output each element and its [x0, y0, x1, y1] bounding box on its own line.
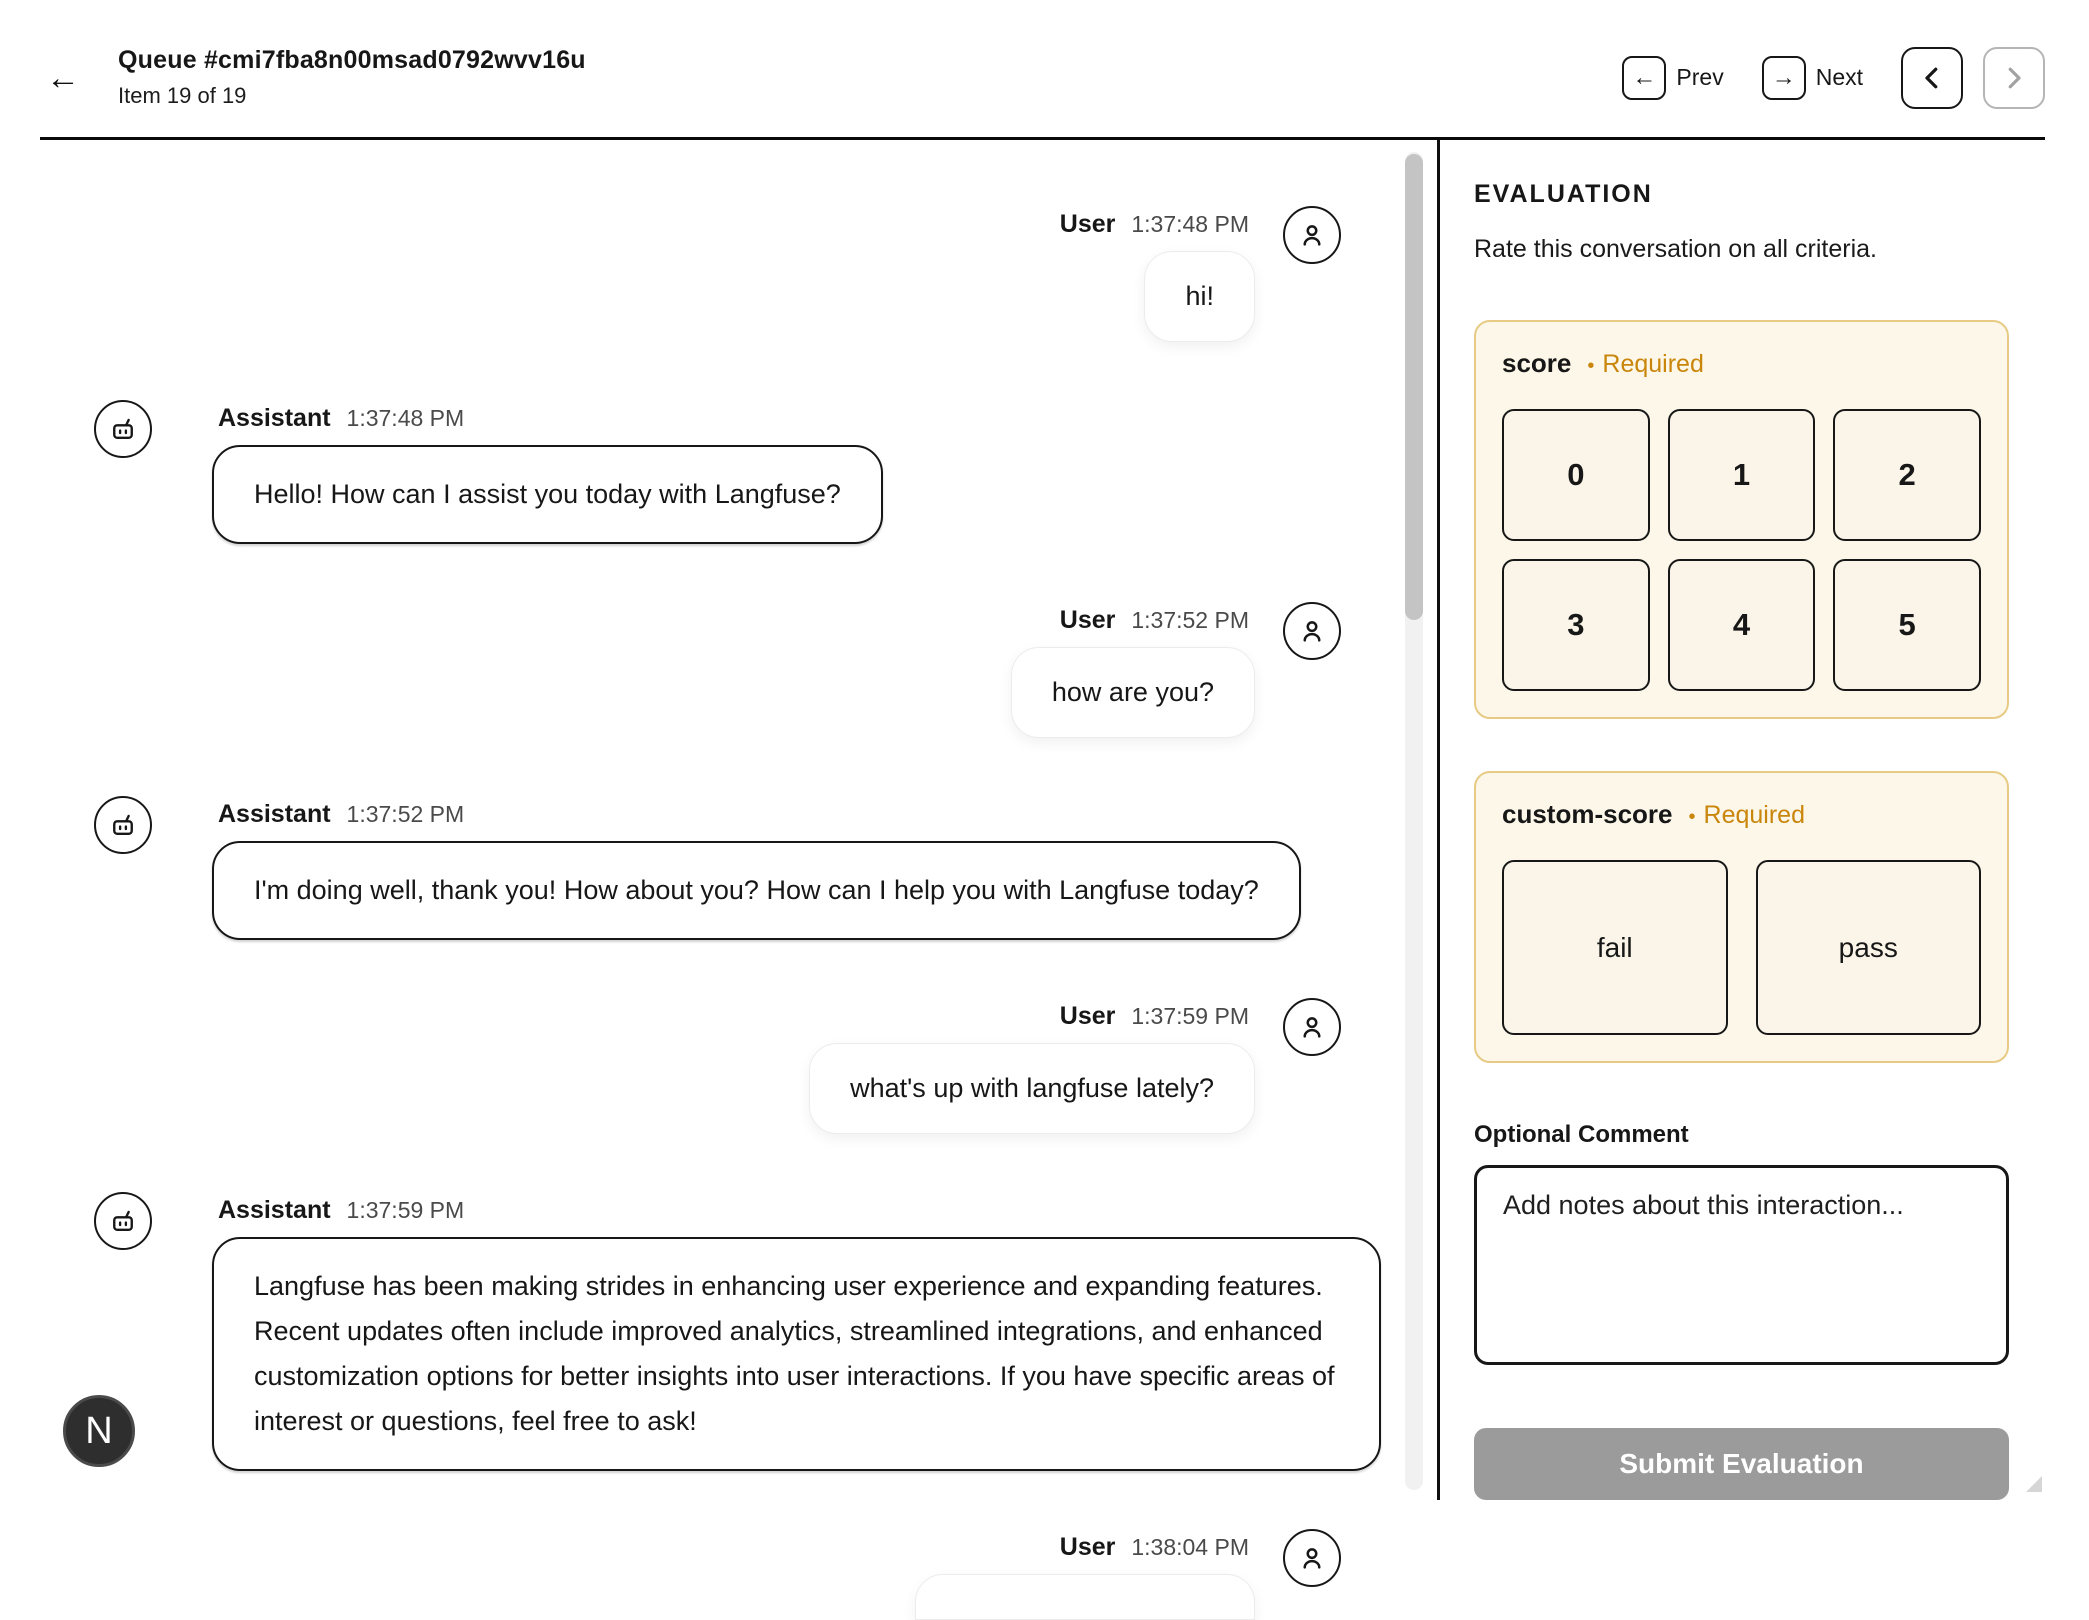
title-block	[118, 46, 586, 109]
required-bullet: •	[1688, 806, 1696, 828]
robot-icon	[108, 1206, 138, 1236]
evaluation-panel	[1437, 140, 2045, 1500]
score-option-1[interactable]: 1	[1668, 409, 1816, 541]
evaluation-heading: EVALUATION	[1474, 180, 1653, 208]
next-button[interactable]	[1762, 56, 1806, 100]
user-avatar	[1283, 998, 1341, 1056]
message-role: User	[1059, 1002, 1116, 1030]
chat-message-assistant	[40, 1196, 1437, 1471]
criterion-card-custom-score	[1474, 771, 2009, 1063]
right-arrow-icon: →	[1771, 63, 1796, 91]
message-role: User	[1059, 1533, 1116, 1561]
score-option-2[interactable]: 2	[1833, 409, 1981, 541]
item-progress: Item 19 of 19	[118, 83, 247, 108]
chat-message-user	[40, 210, 1437, 342]
person-icon	[1297, 1543, 1327, 1573]
message-role: Assistant	[218, 404, 331, 432]
next-group	[1762, 56, 1863, 100]
prev-label: Prev	[1676, 64, 1724, 90]
message-timestamp: 1:37:59 PM	[346, 1197, 465, 1223]
message-bubble: how are you?	[1011, 647, 1255, 738]
left-arrow-icon: ←	[1632, 63, 1657, 91]
message-timestamp: 1:37:52 PM	[346, 801, 465, 827]
message-role: Assistant	[218, 800, 331, 828]
annotation-queue-app	[40, 0, 2045, 1561]
chat-scrollbar-thumb[interactable]	[1405, 154, 1423, 620]
assistant-avatar	[94, 796, 152, 854]
resize-grip-icon	[2026, 1476, 2042, 1492]
person-icon	[1297, 220, 1327, 250]
chat-transcript-panel	[40, 140, 1437, 1561]
prev-group	[1622, 56, 1723, 100]
message-bubble: I'm doing well, thank you! How about you? How can I help you with Langfuse today?	[212, 841, 1301, 940]
message-timestamp: 1:37:59 PM	[1131, 1003, 1249, 1029]
user-avatar	[1283, 602, 1341, 660]
chat-message-assistant	[40, 404, 1437, 544]
message-bubble: Langfuse has been making strides in enhancing user experience and expanding features. Recent updates often include improved analytics, streamlined integrations, and enhanced customization options for better insights into user interactions. If you have specific areas of interest or questions, feel free to ask!	[212, 1237, 1381, 1471]
criterion-card-score	[1474, 320, 2009, 719]
message-timestamp: 1:38:04 PM	[1131, 1534, 1249, 1560]
message-role: Assistant	[218, 1196, 331, 1224]
message-bubble: Hello! How can I assist you today with Langfuse?	[212, 445, 883, 544]
person-icon	[1297, 1012, 1327, 1042]
nextjs-dev-badge[interactable]	[63, 1395, 135, 1467]
score-option-3[interactable]: 3	[1502, 559, 1650, 691]
optional-comment-label: Optional Comment	[1474, 1121, 1689, 1148]
chat-message-user	[40, 1002, 1437, 1134]
message-timestamp: 1:37:52 PM	[1131, 607, 1249, 633]
collapse-panel-button[interactable]	[1901, 47, 1963, 109]
custom-score-option-fail[interactable]: fail	[1502, 860, 1728, 1035]
user-avatar	[1283, 206, 1341, 264]
page-title: Queue #cmi7fba8n00msad0792wvv16u	[118, 46, 586, 74]
comment-textarea[interactable]	[1474, 1165, 2009, 1365]
chat-message-user	[40, 606, 1437, 738]
header-controls	[1622, 47, 2045, 109]
chat-message-user-partial	[40, 1533, 1437, 1620]
message-bubble: what's up with langfuse lately?	[809, 1043, 1255, 1134]
required-badge: • Required	[1688, 801, 1805, 829]
criterion-name: score	[1502, 348, 1572, 378]
required-badge: • Required	[1587, 350, 1704, 378]
score-option-5[interactable]: 5	[1833, 559, 1981, 691]
chevron-right-icon	[1999, 63, 2029, 93]
custom-score-options	[1502, 860, 1981, 1035]
score-options	[1502, 409, 1981, 691]
assistant-avatar	[94, 1192, 152, 1250]
score-option-4[interactable]: 4	[1668, 559, 1816, 691]
message-bubble: hi!	[1144, 251, 1255, 342]
custom-score-option-pass[interactable]: pass	[1756, 860, 1982, 1035]
message-role: User	[1059, 210, 1116, 238]
message-role: User	[1059, 606, 1116, 634]
person-icon	[1297, 616, 1327, 646]
back-arrow-icon: ←	[46, 58, 80, 97]
chat-message-assistant	[40, 800, 1437, 940]
submit-evaluation-button[interactable]: Submit Evaluation	[1474, 1428, 2009, 1500]
expand-panel-button-disabled	[1983, 47, 2045, 109]
required-bullet: •	[1587, 355, 1595, 377]
robot-icon	[108, 810, 138, 840]
message-timestamp: 1:37:48 PM	[346, 405, 465, 431]
assistant-avatar	[94, 400, 152, 458]
robot-icon	[108, 414, 138, 444]
message-timestamp: 1:37:48 PM	[1131, 211, 1249, 237]
score-option-0[interactable]: 0	[1502, 409, 1650, 541]
message-bubble-partial	[915, 1574, 1255, 1620]
header	[40, 0, 2045, 140]
nextjs-logo-icon: N	[85, 1409, 113, 1452]
evaluation-instructions: Rate this conversation on all criteria.	[1474, 235, 1877, 263]
chevron-left-icon	[1917, 63, 1947, 93]
main-split	[40, 140, 2045, 1561]
criterion-name: custom-score	[1502, 799, 1673, 829]
prev-button[interactable]	[1622, 56, 1666, 100]
back-button[interactable]	[40, 57, 86, 99]
user-avatar	[1283, 1529, 1341, 1587]
next-label: Next	[1815, 64, 1863, 90]
